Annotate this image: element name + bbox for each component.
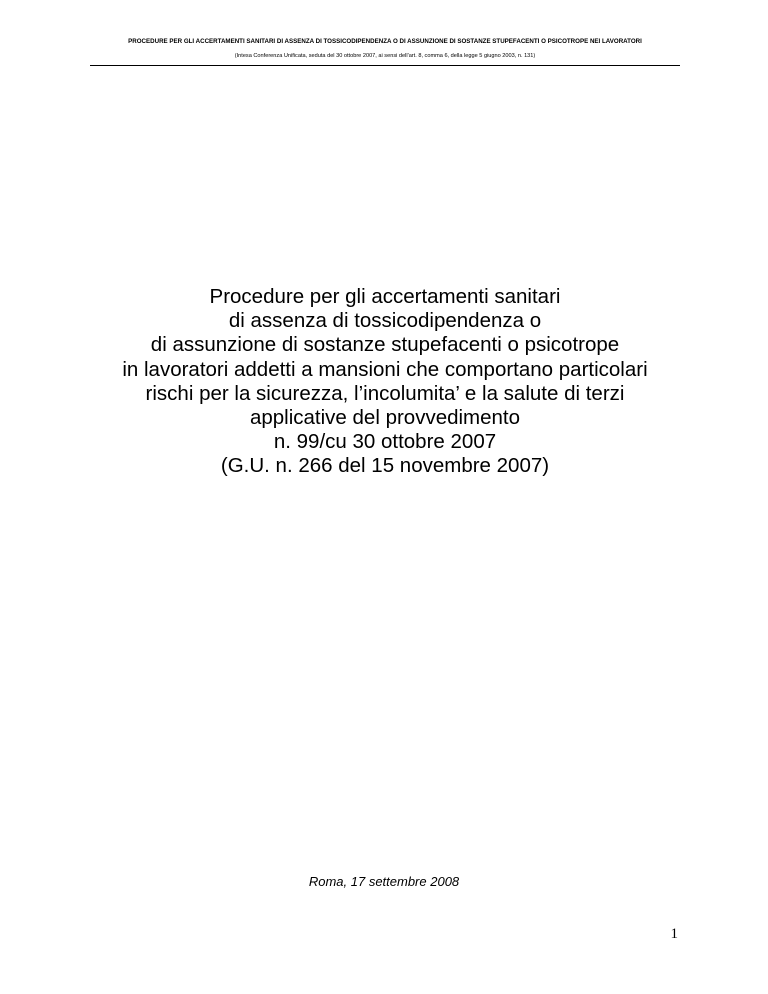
title-line: n. 99/cu 30 ottobre 2007	[273, 430, 497, 454]
place-date: Roma, 17 settembre 2008	[308, 874, 460, 889]
page-number: 1	[670, 926, 678, 942]
running-header	[90, 37, 680, 60]
header-title: PROCEDURE PER GLI ACCERTAMENTI SANITARI DI ASSENZA DI TOSSICODIPENDENZA O DI ASSUNZIONE DI SOSTANZE STUPEFACENTI O PSICOTROPE NEI LAVORATORI	[128, 38, 642, 45]
title-line: di assenza di tossicodipendenza o	[228, 309, 542, 333]
title-line: rischi per la sicurezza, l’incolumita’ e la salute di terzi	[145, 381, 625, 405]
title-line: applicative del provvedimento	[249, 406, 521, 430]
title-line: Procedure per gli accertamenti sanitari	[209, 285, 561, 308]
document-title	[60, 285, 710, 479]
header-subtitle: (Intesa Conferenza Unificata, seduta del 30 ottobre 2007, ai sensi dell'art. 8, comma 6, della legge 5 giugno 2003, n. 131)	[234, 53, 536, 59]
title-line: di assunzione di sostanze stupefacenti o psicotrope	[150, 333, 620, 357]
title-line: (G.U. n. 266 del 15 novembre 2007)	[220, 454, 550, 478]
title-line: in lavoratori addetti a mansioni che comportano particolari	[122, 357, 648, 381]
header-divider	[90, 65, 680, 66]
